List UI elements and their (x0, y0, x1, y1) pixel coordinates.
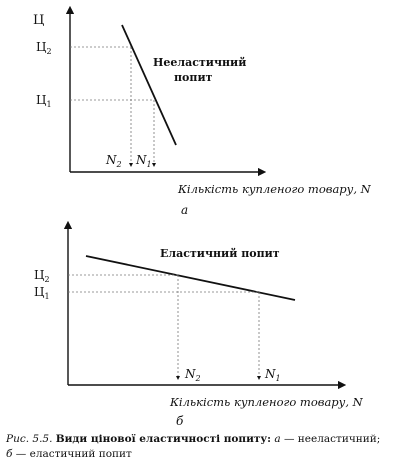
caption-part-a-text: — нееластичний; (283, 433, 381, 445)
panel-b (34, 225, 364, 428)
panel-b-letter: б (176, 414, 184, 428)
panel-a-price-high-label: $Ц_2$ (36, 40, 52, 56)
panel-a-demand-curve (122, 25, 176, 145)
panel-b-x-axis-label: Кількість купленого товару, N (170, 395, 363, 409)
panel-b-qty-2-label: $N_2$ (185, 367, 201, 383)
panel-b-price-high-label: $Ц_2$ (34, 268, 50, 284)
caption-part-b-text: — еластичний попит (15, 448, 132, 460)
caption-part-a-letter: а (274, 433, 281, 445)
caption-title: Види цінової еластичності попиту: (55, 433, 272, 445)
caption-prefix: Рис. 5.5. (6, 433, 53, 445)
panel-b-demand-curve (86, 256, 295, 300)
caption-part-b-letter: б (6, 448, 13, 460)
figure-caption (6, 432, 396, 462)
panel-b-curve-label: Еластичний попит (160, 247, 280, 260)
panel-a-qty-2-label: $N_2$ (106, 153, 122, 169)
panel-a-qty-1-label: $N_1$ (136, 153, 152, 169)
panel-a-curve-label-line1: Нееластичний (153, 56, 247, 69)
panel-b-qty-1-label: $N_1$ (265, 367, 281, 383)
panel-a-y-axis-label: Ц (33, 13, 45, 28)
panel-a (33, 10, 372, 217)
panel-a-curve-label-line2: попит (174, 71, 213, 84)
panel-a-x-axis-label: Кількість купленого товару, N (178, 182, 371, 196)
panel-a-letter: а (181, 203, 189, 217)
panel-b-price-low-label: $Ц_1$ (34, 285, 50, 301)
panel-a-price-low-label: $Ц_1$ (36, 93, 52, 109)
